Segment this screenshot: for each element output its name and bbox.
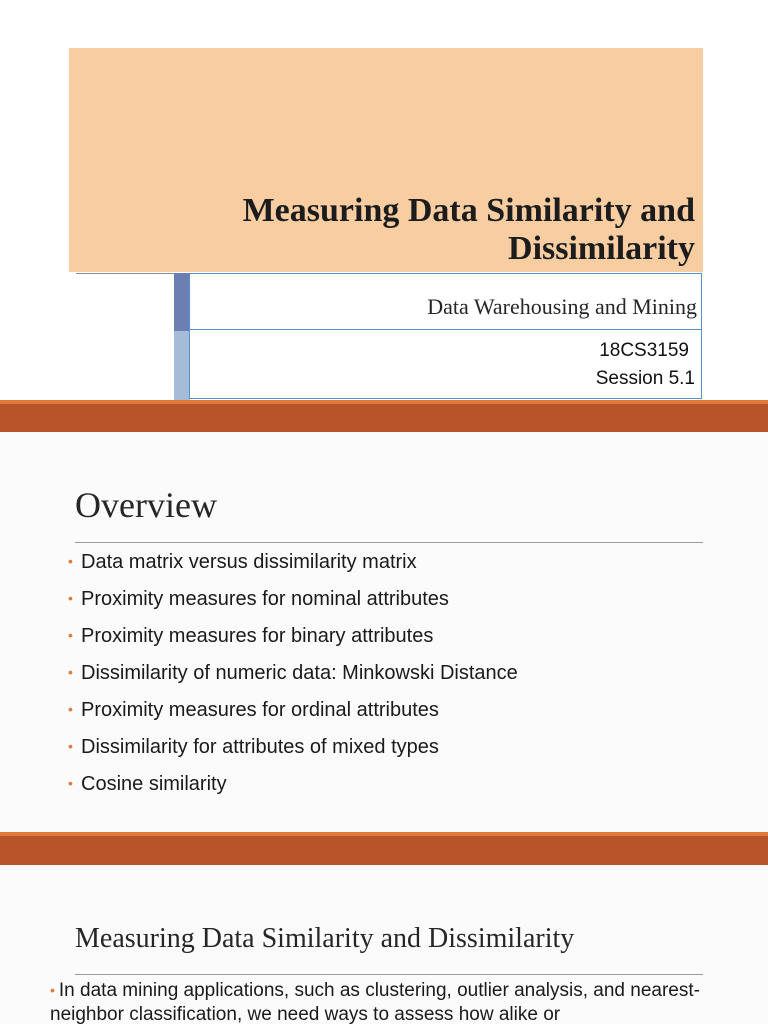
slide-divider-band bbox=[0, 832, 768, 865]
list-item-text: Dissimilarity for attributes of mixed types bbox=[81, 736, 439, 758]
session-label: Session 5.1 bbox=[595, 368, 695, 389]
overview-heading: Overview bbox=[75, 485, 217, 525]
bullet-icon: • bbox=[68, 701, 73, 717]
list-item-text: Cosine similarity bbox=[81, 773, 227, 795]
heading-rule bbox=[75, 542, 703, 543]
accent-bar-light bbox=[174, 331, 190, 400]
slide-divider-band bbox=[0, 400, 768, 432]
bullet-icon: • bbox=[68, 553, 73, 569]
list-item bbox=[68, 550, 518, 587]
overview-slide bbox=[0, 432, 768, 832]
list-item bbox=[68, 587, 518, 624]
bullet-icon: • bbox=[68, 738, 73, 754]
bullet-icon: • bbox=[68, 590, 73, 606]
slide-divider-highlight bbox=[0, 832, 768, 836]
list-item-text: Proximity measures for binary attributes bbox=[81, 625, 434, 647]
slide-subtitle: Data Warehousing and Mining bbox=[427, 294, 697, 319]
list-item bbox=[68, 698, 518, 735]
course-code: 18CS3159 bbox=[599, 340, 689, 361]
list-item-text: Dissimilarity of numeric data: Minkowski Distance bbox=[81, 662, 518, 684]
accent-bar-dark bbox=[174, 273, 190, 331]
info-box bbox=[189, 330, 702, 399]
bullet-icon: • bbox=[50, 982, 55, 998]
list-item-text: Proximity measures for nominal attributes bbox=[81, 588, 449, 610]
title-box bbox=[69, 48, 703, 272]
list-item-text: Data matrix versus dissimilarity matrix bbox=[81, 551, 417, 573]
similarity-paragraph bbox=[50, 979, 710, 1024]
slide-title: Measuring Data Similarity and Dissimilarity bbox=[242, 192, 695, 267]
list-item bbox=[68, 624, 518, 661]
paragraph-text: In data mining applications, such as clustering, outlier analysis, and nearest-neighbor classification, we need ways to assess how alike or bbox=[50, 980, 700, 1024]
slide-divider-highlight bbox=[0, 400, 768, 404]
title-underline bbox=[76, 273, 174, 274]
bullet-icon: • bbox=[68, 664, 73, 680]
list-item bbox=[68, 661, 518, 698]
title-slide bbox=[0, 0, 768, 400]
list-item bbox=[68, 735, 518, 772]
overview-bullet-list bbox=[68, 550, 518, 809]
similarity-heading: Measuring Data Similarity and Dissimilarity bbox=[75, 923, 575, 954]
heading-rule bbox=[75, 974, 703, 975]
list-item-text: Proximity measures for ordinal attributes bbox=[81, 699, 439, 721]
subtitle-box bbox=[189, 273, 702, 330]
bullet-icon: • bbox=[68, 775, 73, 791]
similarity-slide bbox=[0, 865, 768, 1024]
bullet-icon: • bbox=[68, 627, 73, 643]
list-item bbox=[68, 772, 518, 809]
